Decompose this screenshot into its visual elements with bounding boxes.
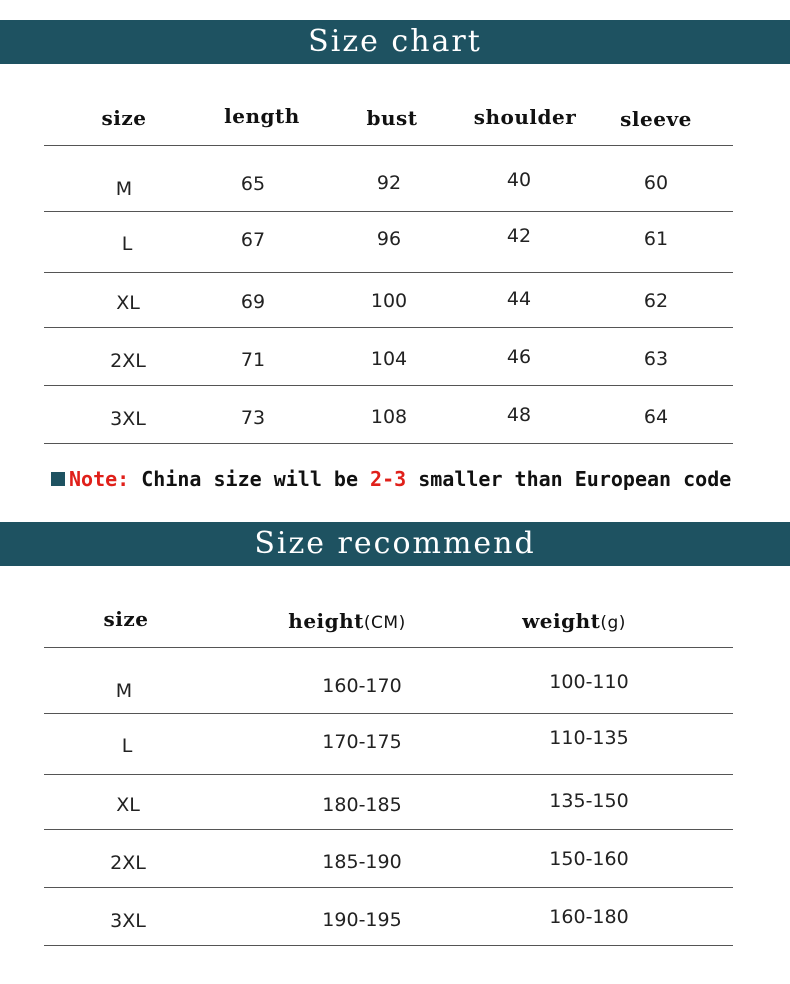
cell-sleeve: 61 [643,228,669,250]
cell-bust: 104 [370,348,408,370]
cell-bust: 92 [376,172,402,194]
header-height [288,609,405,633]
table-divider [44,713,733,714]
cell-shoulder: 48 [506,404,532,426]
note-text-before: China size will be [129,467,371,491]
cell-size: L [121,735,133,757]
header-weight-label: weight [522,609,601,633]
table-divider [44,145,733,146]
header-weight-unit: (g) [600,613,626,633]
cell-sleeve: 64 [643,406,669,428]
cell-height: 180-185 [322,794,402,816]
cell-shoulder: 40 [506,169,532,191]
cell-length: 69 [240,291,266,313]
cell-weight: 150-160 [549,848,629,870]
cell-bust: 96 [376,228,402,250]
cell-bust: 100 [370,290,408,312]
cell-length: 65 [240,173,266,195]
header-size-label: size [103,607,149,631]
cell-sleeve: 63 [643,348,669,370]
size-chart-banner [0,20,790,64]
table-divider [44,272,733,273]
cell-height: 190-195 [322,909,402,931]
table-divider [44,211,733,212]
cell-height: 170-175 [322,731,402,753]
cell-size: L [121,233,133,255]
table-divider [44,647,733,648]
cell-length: 67 [240,229,266,251]
size-recommend-banner [0,522,790,566]
note-text-after: smaller than European code [406,467,732,491]
cell-shoulder: 44 [506,288,532,310]
cell-size: 3XL [110,408,146,430]
note-range: 2-3 [370,467,407,491]
cell-size: 2XL [110,350,146,372]
cell-sleeve: 60 [643,172,669,194]
cell-shoulder: 46 [506,346,532,368]
header-height-label: height [288,609,364,633]
cell-weight: 110-135 [549,727,629,749]
header-bust: bust [366,106,418,130]
cell-size: M [115,680,133,702]
cell-height: 185-190 [322,851,402,873]
size-chart-title: Size chart [308,24,482,59]
cell-shoulder: 42 [506,225,532,247]
table-divider [44,443,733,444]
note-label: Note: [69,467,130,491]
table-divider [44,829,733,830]
table-divider [44,887,733,888]
cell-size: 2XL [110,852,146,874]
cell-size: 3XL [110,910,146,932]
cell-length: 71 [240,349,266,371]
table-divider [44,327,733,328]
header-sleeve: sleeve [620,107,692,131]
cell-size: XL [116,794,140,816]
size-recommend-title: Size recommend [254,526,536,561]
cell-length: 73 [240,407,266,429]
table-divider [44,385,733,386]
cell-size: XL [116,292,140,314]
table-divider [44,774,733,775]
header-height-unit: (CM) [363,613,406,633]
cell-weight: 135-150 [549,790,629,812]
size-note [51,467,731,491]
header-size [104,607,149,631]
header-length: length [224,104,300,128]
cell-bust: 108 [370,406,408,428]
cell-weight: 100-110 [549,671,629,693]
header-weight [522,609,626,633]
header-shoulder: shoulder [473,105,577,129]
cell-size: M [115,178,133,200]
cell-weight: 160-180 [549,906,629,928]
header-size: size [101,106,147,130]
note-square-icon [51,472,65,486]
cell-height: 160-170 [322,675,402,697]
table-divider [44,945,733,946]
cell-sleeve: 62 [643,290,669,312]
